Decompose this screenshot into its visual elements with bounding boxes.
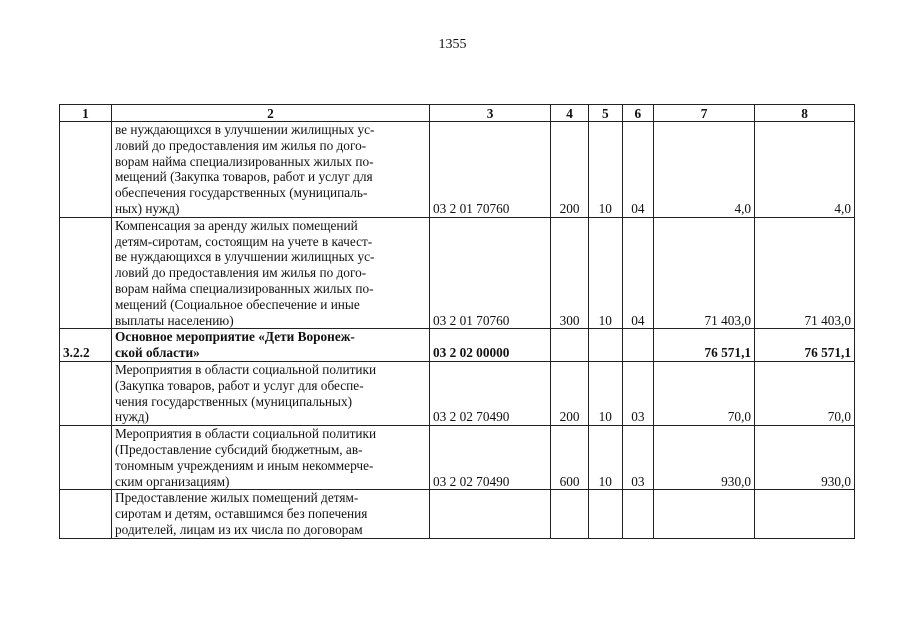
- amount-col8-cell: 76 571,1: [755, 329, 855, 362]
- item-name-line: Предоставление жилых помещений детям-: [114, 490, 359, 506]
- section-cell: 10: [588, 426, 622, 490]
- section-cell: 10: [588, 122, 622, 218]
- item-name-line: ским организациям): [114, 473, 230, 489]
- item-name-cell: [111, 122, 429, 218]
- item-name-line: Основное мероприятие «Дети Воронеж-: [114, 329, 355, 345]
- item-name-line: мещений (Закупка товаров, работ и услуг для: [114, 169, 373, 185]
- item-name-line: ловий до предоставления им жилья по дого-: [114, 137, 367, 153]
- table-row: [60, 426, 855, 490]
- amount-col8-cell: 70,0: [755, 361, 855, 425]
- expense-type-cell: [551, 329, 589, 362]
- item-name-line: Мероприятия в области социальной политики: [114, 426, 377, 442]
- column-header: 1: [60, 105, 112, 122]
- item-name-line: выплаты населению): [114, 312, 234, 328]
- amount-col7-cell: 76 571,1: [654, 329, 755, 362]
- table-row: [60, 490, 855, 538]
- item-name-line: ской области»: [114, 345, 200, 361]
- table-row: [60, 217, 855, 329]
- budget-code-cell: 03 2 01 70760: [429, 122, 550, 218]
- subsection-cell: 04: [622, 122, 654, 218]
- budget-code-cell: 03 2 01 70760: [429, 217, 550, 329]
- expense-type-cell: 200: [551, 361, 589, 425]
- table-header-row: [60, 105, 855, 122]
- amount-col7-cell: 4,0: [654, 122, 755, 218]
- item-name-line: нужд): [114, 409, 149, 425]
- expense-type-cell: 600: [551, 426, 589, 490]
- amount-col7-cell: 71 403,0: [654, 217, 755, 329]
- column-header: 7: [654, 105, 755, 122]
- column-header: 3: [429, 105, 550, 122]
- item-name-line: ловий до предоставления им жилья по дого-: [114, 265, 367, 281]
- budget-code-cell: 03 2 02 70490: [429, 361, 550, 425]
- expense-type-cell: [551, 490, 589, 538]
- amount-col8-cell: 71 403,0: [755, 217, 855, 329]
- item-name-line: ворам найма специализированных жилых по-: [114, 153, 374, 169]
- amount-col7-cell: [654, 490, 755, 538]
- item-number-cell: [60, 426, 112, 490]
- subsection-cell: 03: [622, 426, 654, 490]
- amount-col8-cell: 4,0: [755, 122, 855, 218]
- item-name-line: ворам найма специализированных жилых по-: [114, 280, 374, 296]
- expense-type-cell: 300: [551, 217, 589, 329]
- subsection-cell: [622, 329, 654, 362]
- amount-col8-cell: 930,0: [755, 426, 855, 490]
- item-name-line: детям-сиротам, состоящим на учете в качест-: [114, 233, 373, 249]
- item-name-cell: [111, 426, 429, 490]
- section-cell: 10: [588, 361, 622, 425]
- section-cell: 10: [588, 217, 622, 329]
- subsection-cell: 04: [622, 217, 654, 329]
- item-name-line: сиротам и детям, оставшимся без попечения: [114, 506, 368, 522]
- item-name-line: (Закупка товаров, работ и услуг для обеспе-: [114, 377, 364, 393]
- item-number-cell: [60, 490, 112, 538]
- item-name-line: Мероприятия в области социальной политики: [114, 361, 377, 377]
- expense-type-cell: 200: [551, 122, 589, 218]
- page-number: 1355: [438, 37, 467, 52]
- amount-col8-cell: [755, 490, 855, 538]
- table-row: [60, 361, 855, 425]
- table-row: [60, 122, 855, 218]
- item-name-line: обеспечения государственных (муниципаль-: [114, 185, 368, 201]
- item-name-line: Компенсация за аренду жилых помещений: [114, 217, 358, 233]
- column-header: 2: [111, 105, 429, 122]
- item-number-cell: [60, 217, 112, 329]
- item-name-cell: [111, 361, 429, 425]
- item-name-line: ве нуждающихся в улучшении жилищных ус-: [114, 122, 375, 137]
- item-number-cell: [60, 361, 112, 425]
- budget-code-cell: [429, 490, 550, 538]
- budget-table: [59, 104, 855, 539]
- amount-col7-cell: 70,0: [654, 361, 755, 425]
- column-header: 4: [551, 105, 589, 122]
- item-name-cell: [111, 329, 429, 362]
- column-header: 6: [622, 105, 654, 122]
- budget-code-cell: 03 2 02 00000: [429, 329, 550, 362]
- item-name-cell: [111, 490, 429, 538]
- item-name-cell: [111, 217, 429, 329]
- budget-code-cell: 03 2 02 70490: [429, 426, 550, 490]
- item-name-line: тономным учреждениям и иным некоммерче-: [114, 457, 374, 473]
- item-name-line: родителей, лицам из их числа по договорам: [114, 521, 363, 537]
- table-row: [60, 329, 855, 362]
- item-name-line: (Предоставление субсидий бюджетным, ав-: [114, 441, 363, 457]
- item-name-line: мещений (Социальное обеспечение и иные: [114, 296, 360, 312]
- item-name-line: ве нуждающихся в улучшении жилищных ус-: [114, 249, 375, 265]
- item-name-line: чения государственных (муниципальных): [114, 393, 353, 409]
- item-number-cell: 3.2.2: [60, 329, 112, 362]
- item-number-cell: [60, 122, 112, 218]
- section-cell: [588, 329, 622, 362]
- section-cell: [588, 490, 622, 538]
- column-header: 8: [755, 105, 855, 122]
- subsection-cell: [622, 490, 654, 538]
- column-header: 5: [588, 105, 622, 122]
- item-name-line: ных) нужд): [114, 200, 180, 216]
- amount-col7-cell: 930,0: [654, 426, 755, 490]
- subsection-cell: 03: [622, 361, 654, 425]
